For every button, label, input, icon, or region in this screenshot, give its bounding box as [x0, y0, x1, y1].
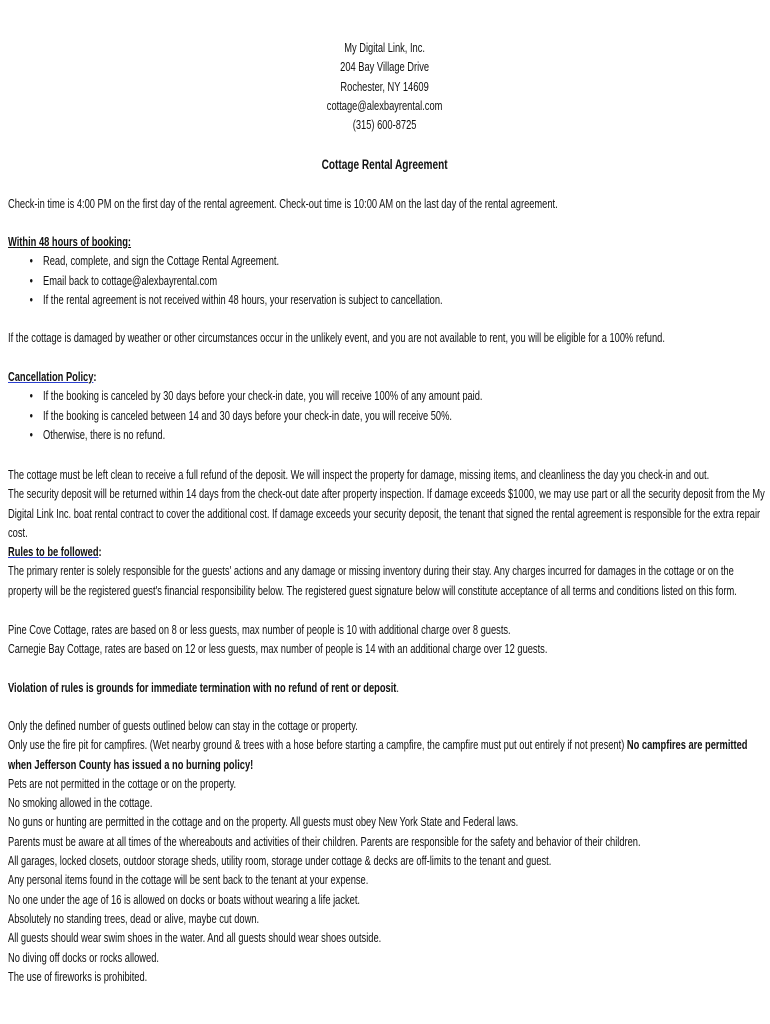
rule-item: No one under the age of 16 is allowed on docks or boats without wearing a life jacket. — [8, 892, 361, 907]
rule-item: Absolutely no standing trees, dead or alive, maybe cut down. — [8, 911, 260, 926]
booking-heading: Within 48 hours of booking: — [8, 235, 132, 249]
fire-rule-bold: No campfires are permitted when Jefferson County has issued a no burning policy! — [8, 738, 748, 772]
colon: : — [93, 370, 97, 384]
rules-section — [8, 543, 765, 601]
rule-item: No diving off docks or rocks allowed. — [8, 950, 159, 965]
phone: (315) 600-8725 — [352, 118, 417, 133]
rule-item: Any personal items found in the cottage will be sent back to the tenant at your expense. — [8, 873, 369, 888]
list-item: • If the booking is canceled between 14 and 30 days before your check-in date, you will receive 50%. — [8, 407, 765, 426]
list-item: • Email back to cottage@alexbayrental.com — [8, 272, 765, 291]
list-item: • Otherwise, there is no refund. — [8, 426, 765, 445]
deposit-paragraph: The cottage must be left clean to receive a full refund of the deposit. We will inspect the property for damage, missing items, and cleanliness the day you check-in and out. — [8, 468, 710, 482]
rules-list — [8, 717, 765, 987]
violation-text: Violation of rules is grounds for immediate termination with no refund of rent or deposit — [8, 681, 397, 695]
rule-item: All garages, locked closets, outdoor storage sheds, utility room, storage under cottage & decks are off-limits to the tenant and guest. — [8, 854, 552, 869]
rule-item: Only the defined number of guests outlined below can stay in the cottage or property. — [8, 719, 358, 733]
cancellation-heading: Cancellation Policy — [8, 370, 94, 384]
period: . — [396, 681, 399, 695]
rule-item: Pets are not permitted in the cottage or on the property. — [8, 776, 237, 791]
checkin-text: Check-in time is 4:00 PM on the first day of the rental agreement. Check-out time is 10:00 AM on the last day of the rental agreement. — [8, 197, 558, 211]
rule-item: No smoking allowed in the cottage. — [8, 796, 153, 811]
document-page — [8, 0, 765, 1024]
refund-text: If the cottage is damaged by weather or other circumstances occur in the unlikely event, and you are not available to rent, you will be eligible for a 100% refund. — [8, 331, 665, 345]
city-state-zip: Rochester, NY 14609 — [340, 79, 429, 94]
list-item: • Read, complete, and sign the Cottage Rental Agreement. — [8, 252, 765, 271]
deposit-paragraph: The security deposit will be returned within 14 days from the check-out date after property inspection. If damage exceeds $1000, we may use part or all the security deposit from the My Digital Link Inc. boat rental contract to cover the additional cost. If damage exceeds your security deposit, the tenant that signed the rental agreement is responsible for the extra repair cost. — [8, 487, 765, 540]
rates-section — [8, 621, 765, 660]
letterhead — [2, 39, 767, 135]
rule-item: No guns or hunting are permitted in the cottage and on the property. All guests must obey New York State and Federal laws. — [8, 815, 519, 830]
colon: : — [98, 545, 102, 559]
rule-item — [8, 736, 765, 775]
street-address: 204 Bay Village Drive — [340, 60, 430, 75]
cancellation-section — [8, 368, 765, 445]
company-name: My Digital Link, Inc. — [344, 41, 425, 55]
email: cottage@alexbayrental.com — [326, 98, 443, 113]
page-title: Cottage Rental Agreement — [321, 157, 448, 172]
rule-item: The use of fireworks is prohibited. — [8, 969, 148, 984]
rate-line: Carnegie Bay Cottage, rates are based on 12 or less guests, max number of people is 14 with an additional charge over 12 guests. — [8, 642, 548, 657]
deposit-section — [8, 466, 765, 543]
booking-section — [8, 233, 765, 310]
list-item: • If the booking is canceled by 30 days before your check-in date, you will receive 100% of any amount paid. — [8, 387, 765, 406]
list-item: • If the rental agreement is not received within 48 hours, your reservation is subject to cancellation. — [8, 291, 765, 310]
violation-notice — [8, 679, 765, 698]
rule-item: Parents must be aware at all times of the whereabouts and activities of their children. Parents are responsible for the safety and behavior of their children. — [8, 834, 641, 849]
fire-rule: Only use the fire pit for campfires. (Wet nearby ground & trees with a hose before starting a campfire, the campfire must put out entirely if not present) — [8, 738, 627, 753]
rules-heading: Rules to be followed — [8, 545, 99, 559]
rate-line: Pine Cove Cottage, rates are based on 8 or less guests, max number of people is 10 with additional charge over 8 guests. — [8, 623, 511, 637]
rules-text: The primary renter is solely responsible for the guests' actions and any damage or missing inventory during their stay. Any charges incurred for damages in the cottage or on the property will be the registered guest's financial responsibility below. The registered guest signature below will constitute acceptance of all terms and conditions listed on this form. — [8, 564, 737, 598]
rule-item: All guests should wear swim shoes in the water. And all guests should wear shoes outside. — [8, 931, 382, 946]
